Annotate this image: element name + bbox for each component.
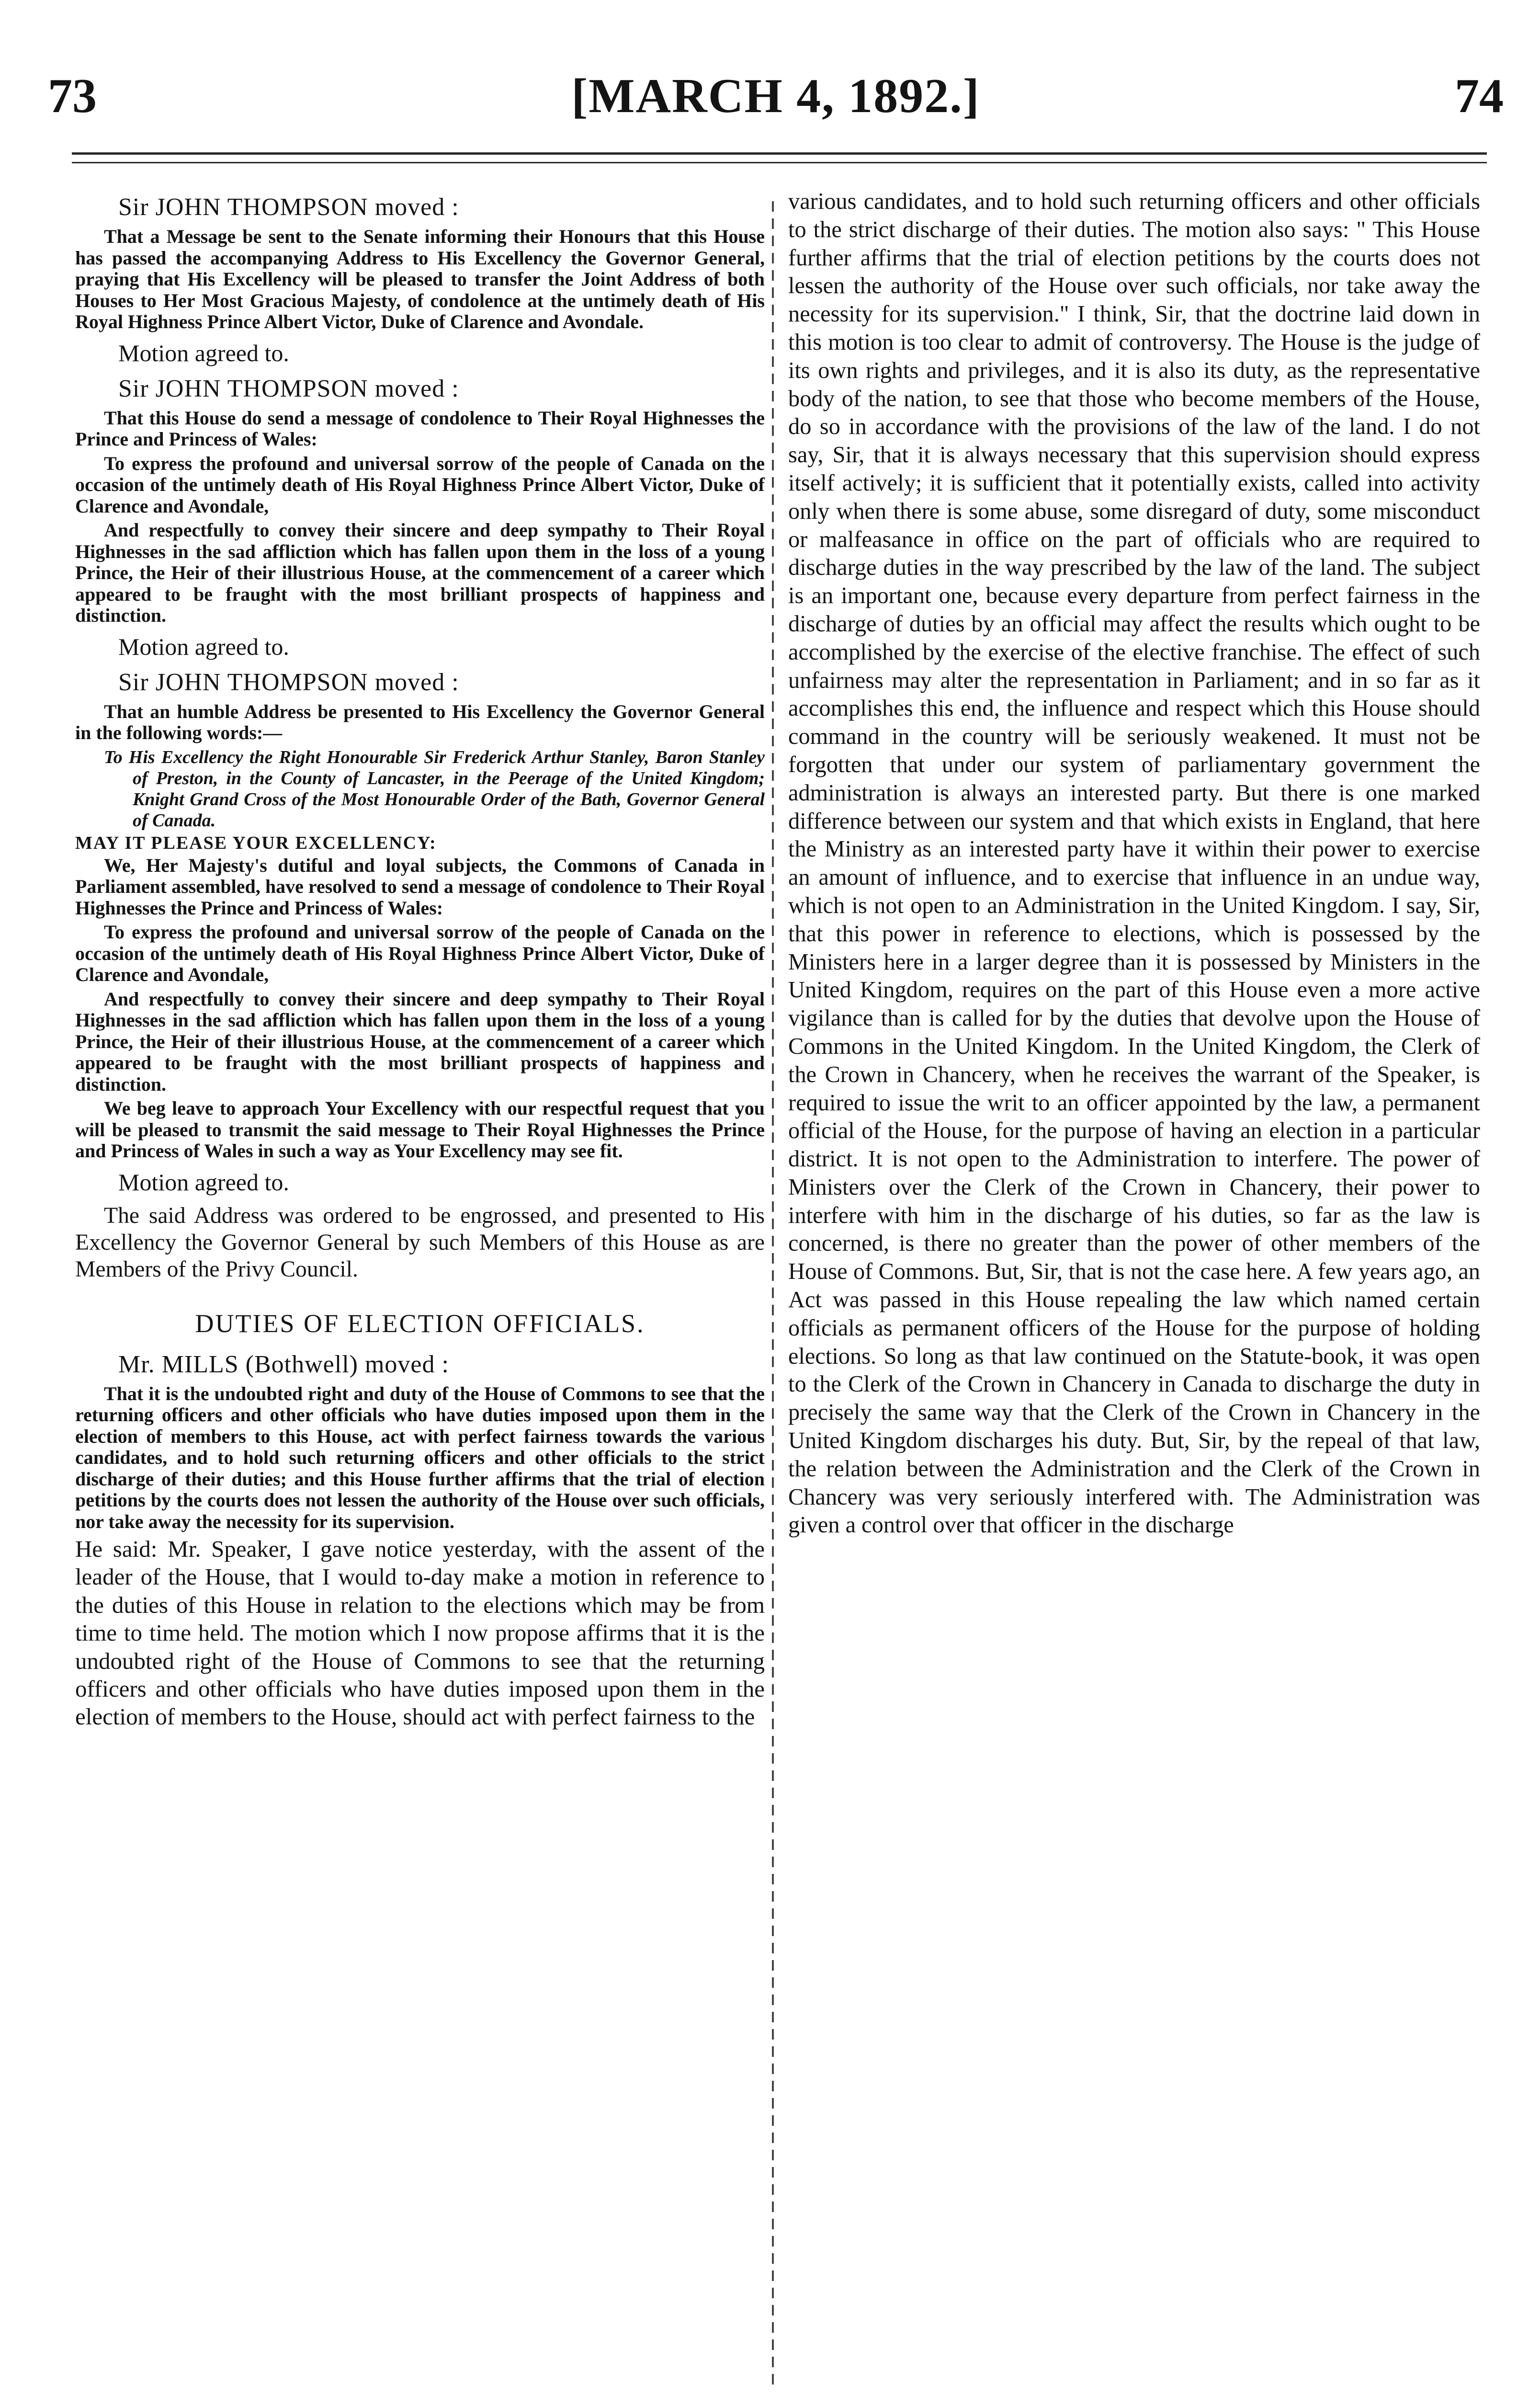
address-text: To express the profound and universal sorrow of the people of Canada on the occasion of the untimely death of His Royal Highness Prince Albert Victor, Duke of Clarence and Avondale, <box>75 921 765 985</box>
engrossed-paragraph: The said Address was ordered to be engrossed, and presented to His Excellency the Governor General by such Members of this House as are Members of the Privy Council. <box>75 1203 765 1282</box>
motion-text: To express the profound and universal sorrow of the people of Canada on the occasion of the untimely death of His Royal Highness Prince Albert Victor, Duke of Clarence and Avondale, <box>75 452 765 517</box>
page-number-left: 73 <box>48 69 97 123</box>
right-column <box>788 188 1480 1540</box>
header-rule-bottom <box>72 162 1487 163</box>
address-text: We beg leave to approach Your Excellency with our respectful request that you will be pleased to transmit the said message to Their Royal Highnesses the Prince and Princess of Wales in such a way as Your Excellency may see fit. <box>75 1097 765 1162</box>
address-text: We, Her Majesty's dutiful and loyal subjects, the Commons of Canada in Parliament assembled, have resolved to send a message of condolence to Their Royal Highnesses the Prince and Princess of Wales: <box>75 854 765 919</box>
column-divider <box>772 201 774 2390</box>
header-rule-top <box>72 152 1487 155</box>
motion-text: That an humble Address be presented to His Excellency the Governor General in the following words:— <box>75 700 765 743</box>
motion-text: That this House do send a message of condolence to Their Royal Highnesses the Prince and Princess of Wales: <box>75 407 765 450</box>
mover-line: Mr. MILLS (Bothwell) moved : <box>118 1350 449 1378</box>
speech-continuation: various candidates, and to hold such returning officers and other officials to the strict discharge of their duties. The motion also says: " This House further affirms that the trial of election petitions by the courts does not lessen the authority of the House over such officials, nor take away the necessity for its supervision." I think, Sir, that the doctrine laid down in this motion is too clear to admit of controversy. The House is the judge of its own rights and privileges, and it is also its duty, as the representative body of the nation, to see that those who become members of the House, do so in accordance with the provisions of the law of the land. I do not say, Sir, that it is always necessary that this supervision should express itself actively; it is sufficient that it potentially exists, called into activity only when there is some abuse, some disregard of duty, some misconduct or malfeasance in office on the part of officials who are required to discharge duties in the way prescribed by the law of the land. The subject is an important one, because every departure from perfect fairness in the discharge of duties by an official may affect the results which ought to be accomplished by the exercise of the elective franchise. The effect of such unfairness may alter the representation in Parliament; and in so far as it accomplishes this end, the influence and respect which this House should command in the country will be seriously weakened. It must not be forgotten that under our system of parliamentary government the administration is always an interested party. But there is one marked difference between our system and that which exists in England, that here the Ministry as an interested party have it within their power to exercise an amount of influence, and to exercise that influence in an undue way, which is not open to an Administration in the United Kingdom. I say, Sir, that this power in reference to elections, which is possessed by the Ministers here in a larger degree than it is possessed by Ministers in the United Kingdom, requires on the part of this House even a more active vigilance than is called for by the duties that devolve upon the House of Commons in the United Kingdom. In the United Kingdom, the Clerk of the Crown in Chancery, when he receives the warrant of the Speaker, is required to issue the writ to an officer appointed by the law, a permanent official of the House, for the purpose of having an election in a particular district. It is not open to the Administration to interfere. The power of Ministers over the Clerk of the Crown in Chancery, their power to interfere with him in the discharge of his duties, so far as the law is concerned, is there no greater than the power of other members of the House of Commons. But, Sir, that is not the case here. A few years ago, an Act was passed in this House repealing the law which named certain officials as permanent officers of the House for the purpose of holding elections. So long as that law continued on the Statute-book, it was open to the Clerk of the Crown in Chancery in Canada to discharge the duty in precisely the same way that the Clerk of the Crown in Chancery in the United Kingdom discharges his duty. But, Sir, by the repeal of that law, the relation between the Administration and the Clerk of the Crown in Chancery was very seriously interfered with. The Administration was given a control over that officer in the discharge <box>788 189 1480 1538</box>
mover-line: Sir JOHN THOMPSON moved : <box>118 668 459 696</box>
address-recipient: To His Excellency the Right Honourable Sir Frederick Arthur Stanley, Baron Stanley of Preston, in the County of Lancaster, in the Peerage of the United Kingdom; Knight Grand Cross of the Most Honourable Order of the Bath, Governor General of Canada. <box>104 747 765 831</box>
motion-text: That a Message be sent to the Senate informing their Honours that this House has passed the accompanying Address to His Excellency the Governor General, praying that His Excellency will be pleased to transfer the Joint Address of both Houses to Her Most Gracious Majesty, of condolence at the untimely death of His Royal Highness Prince Albert Victor, Duke of Clarence and Avondale. <box>75 226 765 332</box>
page-number-right: 74 <box>1455 69 1504 123</box>
mover-line: Sir JOHN THOMPSON moved : <box>118 375 459 402</box>
motion-text: And respectfully to convey their sincere and deep sympathy to Their Royal Highnesses in the sad affliction which has fallen upon them in the loss of a young Prince, the Heir of their illustrious House, at the commencement of a career which appeared to be fraught with the most brilliant prospects of happiness and distinction. <box>75 519 765 626</box>
motion-text: That it is the undoubted right and duty of the House of Commons to see that the returning officers and other officials who have duties imposed upon them in the election of members to this House, act with perfect fairness towards the various candidates, and to hold such returning officers and other officials to the strict discharge of their duties; and this House further affirms that the trial of election petitions by the courts does not lessen the authority of the House over such officials, nor take away the necessity for its supervision. <box>75 1382 765 1532</box>
speech-text: He said: Mr. Speaker, I gave notice yesterday, with the assent of the leader of the House, that I would to-day make a motion in reference to the duties of this House in relation to the elections which may be from time to time held. The motion which I now propose affirms that it is the undoubted right of the House of Commons to see that the returning officers and other officials who have duties imposed upon them in the election of members to the House, should act with perfect fairness to the <box>75 1536 765 1730</box>
address-text: And respectfully to convey their sincere and deep sympathy to Their Royal Highnesses in the sad affliction which has fallen upon them in the loss of a young Prince, the Heir of their illustrious House, at the commencement of a career which appeared to be fraught with the most brilliant prospects of happiness and distinction. <box>75 988 765 1095</box>
motion-agreed: Motion agreed to. <box>118 339 289 366</box>
motion-agreed: Motion agreed to. <box>118 1168 289 1196</box>
page-header <box>48 69 1504 144</box>
motion-agreed: Motion agreed to. <box>118 633 289 660</box>
section-heading: DUTIES OF ELECTION OFFICIALS. <box>195 1309 645 1338</box>
header-date: [MARCH 4, 1892.] <box>571 69 980 123</box>
left-column <box>75 188 765 1731</box>
mover-line: Sir JOHN THOMPSON moved : <box>118 194 459 221</box>
address-salutation: MAY IT PLEASE YOUR EXCELLENCY: <box>75 833 437 853</box>
